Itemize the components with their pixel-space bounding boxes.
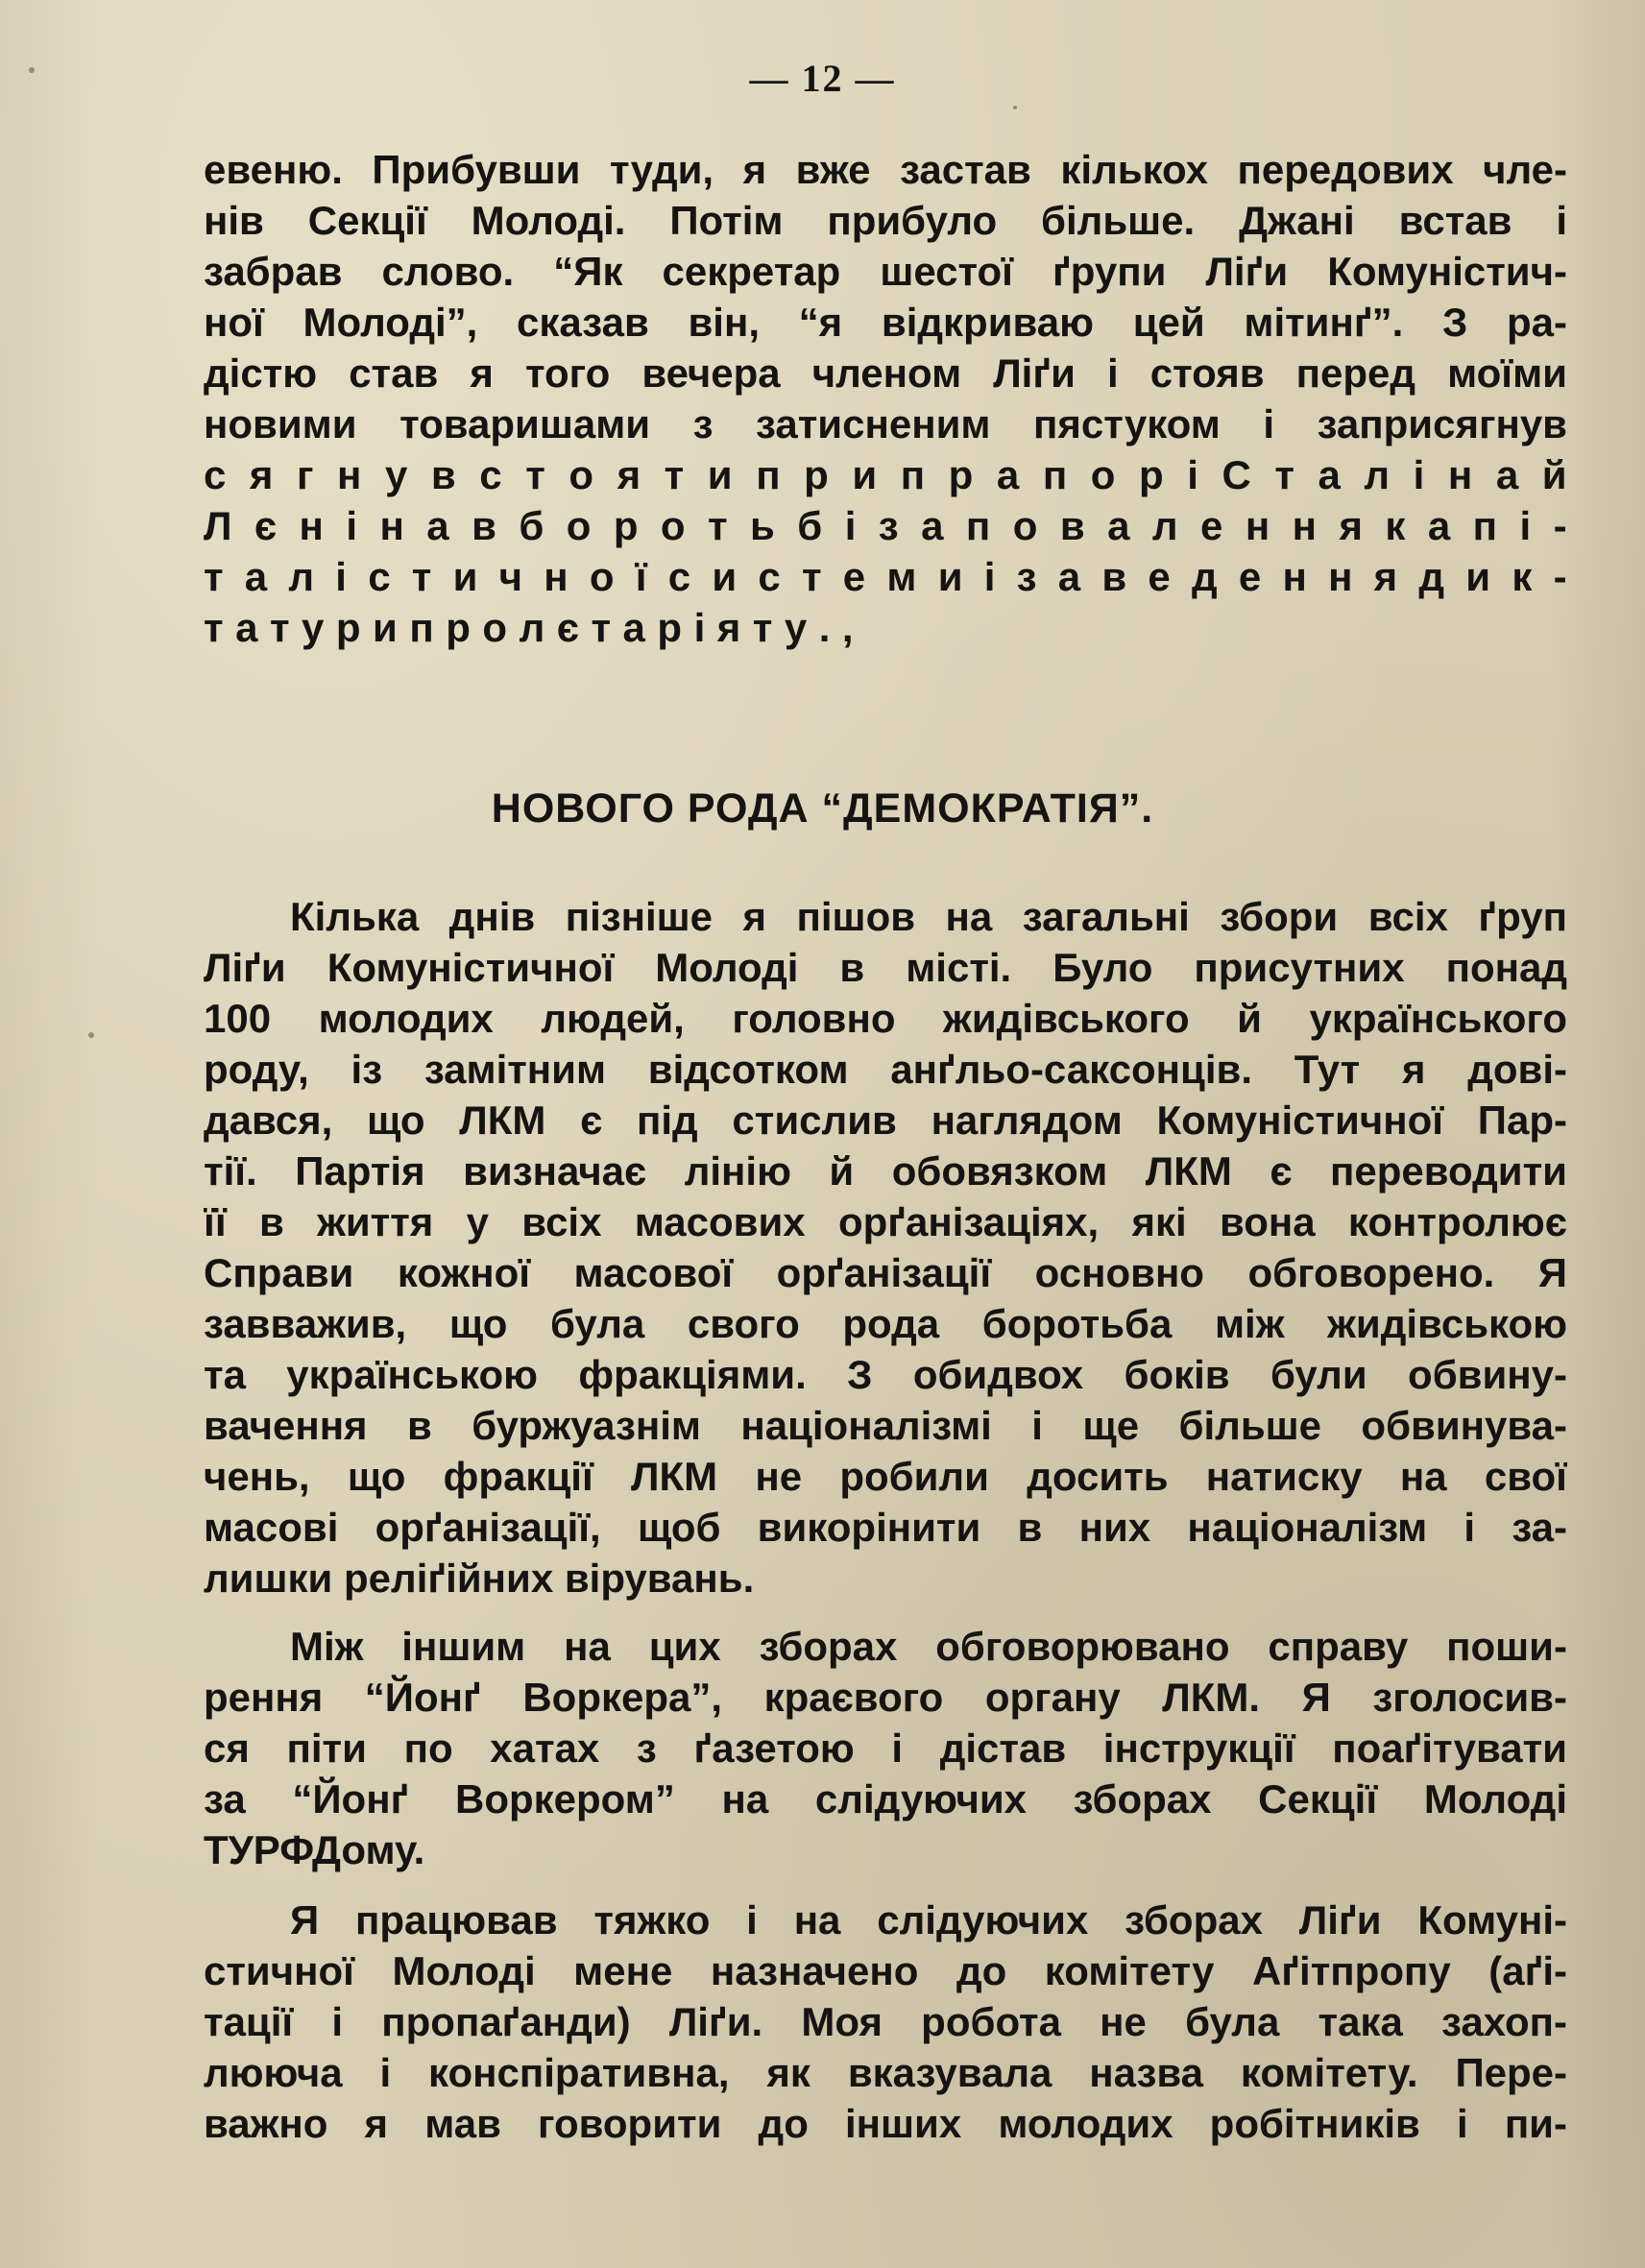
- text-line: тії. Партія визначає лінію й обовязком ЛКМ є переводити: [204, 1148, 1567, 1194]
- text-line: забрав слово. “Як секретар шестої ґрупи Ліґи Комуністич-: [204, 249, 1567, 294]
- section-heading: НОВОГО РОДА “ДЕМОКРАТІЯ”.: [491, 785, 1154, 832]
- paragraph-1: [204, 891, 1567, 1604]
- text-line: дався, що ЛКМ є під стислив наглядом Комуністичної Пар-: [204, 1098, 1567, 1143]
- text-line: та українською фракціями. З обидвох боків були обвину-: [204, 1352, 1567, 1397]
- text-line: т а л і с т и ч н о ї с и с т е м и і з а в е д е н н я д и к -: [204, 554, 1567, 599]
- text-line: евеню. Прибувши туди, я вже застав кількох передових чле-: [204, 147, 1567, 192]
- text-line: Між іншим на цих зборах обговорювано справу поши-: [290, 1624, 1567, 1669]
- text-line: Л є н і н а в б о р о т ь б і з а п о в а л е н н я к а п і -: [204, 503, 1567, 548]
- text-line: т а т у р и п р о л є т а р і я т у . ,: [204, 605, 854, 650]
- text-line: Кілька днів пізніше я пішов на загальні збори всіх ґруп: [290, 894, 1567, 939]
- paper-speck: [29, 67, 35, 73]
- paragraph-2: [204, 1621, 1567, 1875]
- paragraph-3: [204, 1894, 1567, 2149]
- paper-speck: [88, 1032, 94, 1038]
- continued-paragraph: [204, 144, 1567, 653]
- text-line: чень, що фракції ЛКМ не робили досить натиску на свої: [204, 1454, 1567, 1499]
- text-line: ТУРФДому.: [204, 1827, 425, 1872]
- text-line: рення “Йонґ Воркера”, краєвого органу ЛКМ. Я зголосив-: [204, 1675, 1567, 1720]
- text-line: ної Молоді”, сказав він, “я відкриваю цей мітинґ”. З ра-: [204, 300, 1567, 345]
- text-line: важно я мав говорити до інших молодих робітників і пи-: [204, 2101, 1567, 2146]
- text-line: роду, із замітним відсотком анґльо-саксонців. Тут я дові-: [204, 1047, 1567, 1092]
- paper-speck: [1013, 106, 1017, 109]
- text-line: лююча і конспіративна, як вказувала назва комітету. Пере-: [204, 2050, 1567, 2095]
- page-number: — 12 —: [749, 57, 896, 100]
- text-line: масові орґанізації, щоб викорінити в них націоналізм і за-: [204, 1505, 1567, 1550]
- text-line: Я працював тяжко і на слідуючих зборах Ліґи Комуні-: [290, 1897, 1567, 1942]
- text-line: тації і пропаґанди) Ліґи. Моя робота не була така захоп-: [204, 1999, 1567, 2044]
- text-line: за “Йонґ Воркером” на слідуючих зборах Секції Молоді: [204, 1776, 1567, 1822]
- text-line: завважив, що була свого рода боротьба між жидівською: [204, 1301, 1567, 1346]
- text-line: с я г н у в с т о я т и п р и п р а п о р і С т а л і н а й: [204, 452, 1567, 497]
- text-line: дістю став я того вечера членом Ліґи і стояв перед моїми: [204, 350, 1567, 396]
- text-line: її в життя у всіх масових орґанізаціях, які вона контролює: [204, 1199, 1567, 1244]
- text-line: Ліґи Комуністичної Молоді в місті. Було присутних понад: [204, 945, 1567, 990]
- text-line: вачення в буржуазнім націоналізмі і ще більше обвинува-: [204, 1403, 1567, 1448]
- text-line: стичної Молоді мене назначено до комітету Аґітпропу (аґі-: [204, 1948, 1567, 1993]
- text-line: лишки реліґійних вірувань.: [204, 1556, 755, 1601]
- text-line: Справи кожної масової орґанізації основно обговорено. Я: [204, 1250, 1567, 1295]
- text-line: 100 молодих людей, головно жидівського й українського: [204, 996, 1567, 1041]
- text-line: ся піти по хатах з ґазетою і дістав інструкції поаґітувати: [204, 1725, 1567, 1771]
- text-line: нів Секції Молоді. Потім прибуло більше. Джані встав і: [204, 198, 1567, 243]
- text-line: новими товаришами з затисненим пястуком і заприсягнув: [204, 401, 1567, 446]
